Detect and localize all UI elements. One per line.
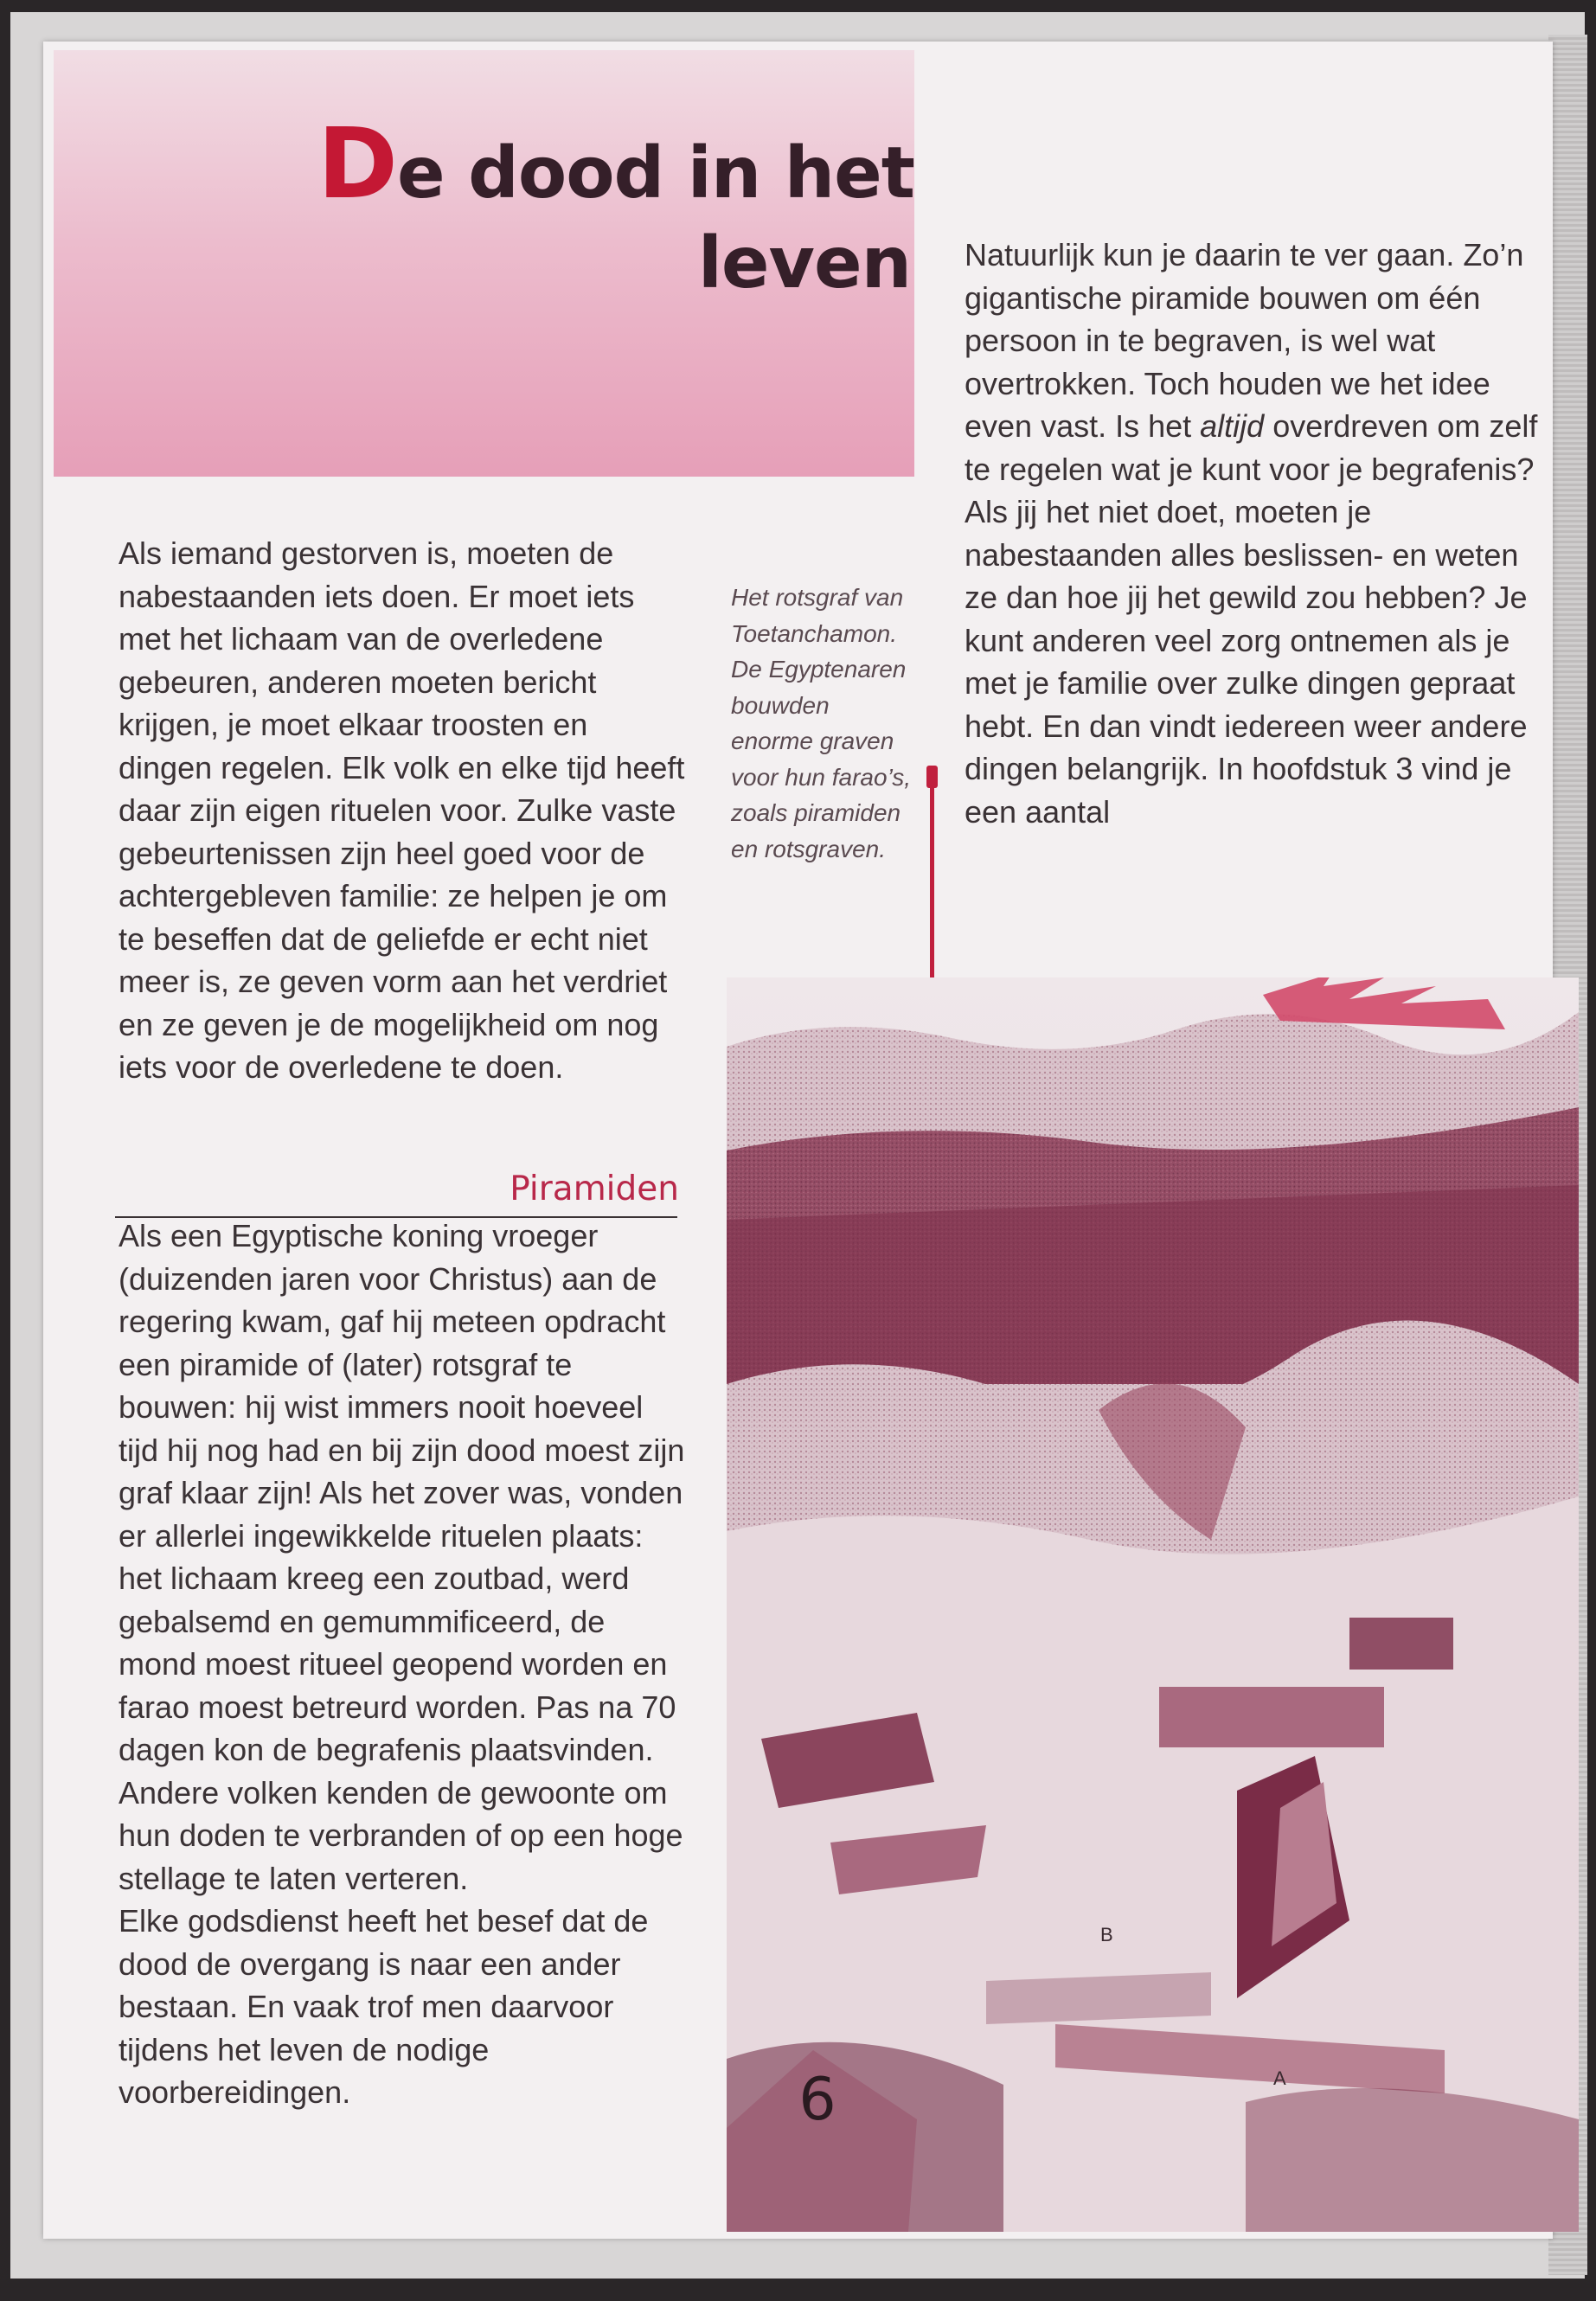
right-column-text bbox=[965, 234, 1548, 833]
photo-label-a: A bbox=[1273, 2067, 1286, 2089]
title-initial: D bbox=[317, 108, 397, 221]
page-title bbox=[136, 108, 914, 309]
section-body bbox=[119, 1215, 689, 2114]
right-text-end: overdreven om zelf te regelen wat je kunt voor je begrafenis? Als jij het niet doet, moeten je nabestaanden alles beslissen- en weten ze dan hoe jij het gewild zou hebben? Je kunt anderen veel zorg ontnemen als je met je familie over zulke dingen gepraat hebt. En dan vindt iedereen weer andere dingen belangrijk. In hoofdstuk 3 vind je een aantal bbox=[965, 408, 1538, 830]
page-number: 6 bbox=[798, 2066, 836, 2134]
section-paragraph-1: Als een Egyptische koning vroeger (duizenden jaren voor Christus) aan de regering kwam, gaf hij meteen opdracht een piramide of (later) rotsgraf te bouwen: hij wist immers nooit hoeveel tijd hij nog had en bij zijn dood moest zijn graf klaar zijn! Als het zover was, vonden er allerlei ingewikkelde rituelen plaats: het lichaam kreeg een zoutbad, werd gebalsemd en gemummificeerd, de mond moest ritueel geopend worden en farao moest betreurd worden. Pas na 70 dagen kon de begrafenis plaatsvinden. Andere volken kenden de gewoonte om hun doden te verbranden of op een hoge stellage te laten verteren. bbox=[119, 1218, 685, 1896]
right-text-start: Natuurlijk kun je daarin te ver gaan. Zo’n gigantische piramide bouwen om één persoon in te begraven, is wel wat overtrokken. Toch houden we het idee even vast. Is het bbox=[965, 237, 1524, 444]
section-heading: Piramiden bbox=[503, 1170, 679, 1208]
section-paragraph-2: Elke godsdienst heeft het besef dat de dood de overgang is naar een ander bestaan. En vaak trof men daarvoor tijdens het leven de nodige voorbereidingen. bbox=[119, 1903, 649, 2110]
photo-caption: Het rotsgraf van Toetanchamon. De Egyptenaren bouwden enorme graven voor hun farao’s, zoals piramiden en rotsgraven. bbox=[731, 584, 912, 862]
right-text-italic: altijd bbox=[1200, 408, 1265, 444]
section-heading-rule bbox=[115, 1170, 677, 1218]
intro-paragraph: Als iemand gestorven is, moeten de nabestaanden iets doen. Er moet iets met het lichaam van de overledene gebeuren, anderen moeten bericht krijgen, je moet elkaar troosten en dingen regelen. Elk volk en elke tijd heeft daar zijn eigen rituelen voor. Zulke vaste gebeurtenissen zijn heel goed voor de achtergebleven familie: ze helpen je om te beseffen dat de geliefde er echt niet meer is, ze geven vorm aan het verdriet en ze geven je de mogelijkheid om nog iets voor de overledene te doen. bbox=[119, 535, 685, 1085]
title-line2: leven bbox=[697, 222, 911, 304]
tomb-photo bbox=[727, 977, 1579, 2232]
tomb-photo-illustration bbox=[727, 977, 1579, 2232]
arrow-pointer-icon bbox=[930, 772, 934, 1006]
photo-label-b: B bbox=[1100, 1924, 1113, 1945]
title-line1: e dood in het bbox=[397, 132, 914, 215]
title-banner bbox=[54, 50, 914, 477]
